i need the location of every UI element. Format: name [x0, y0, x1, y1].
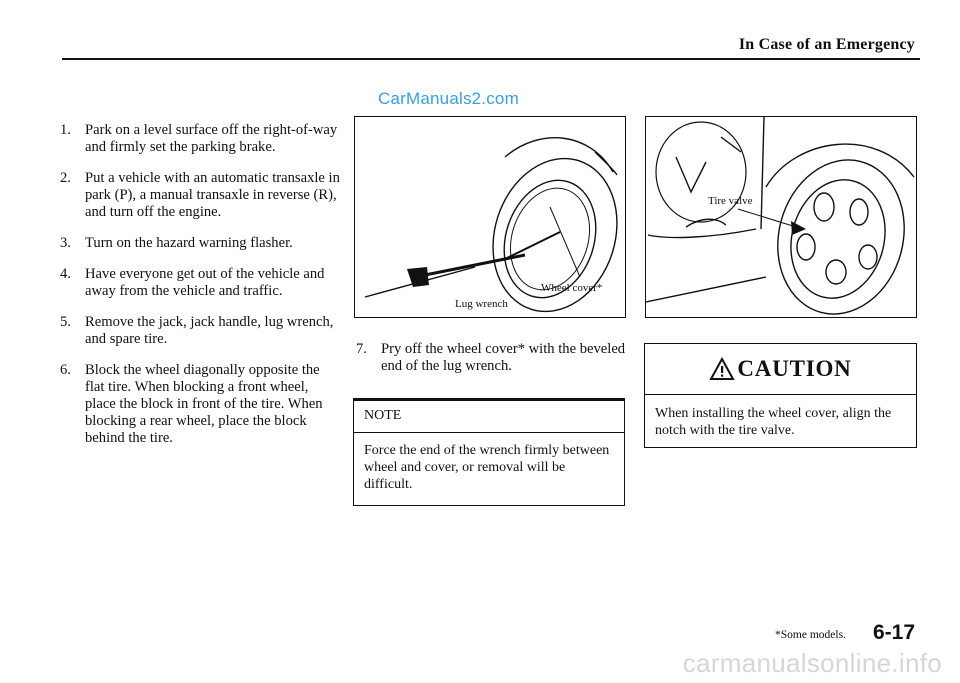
step-item [60, 122, 340, 156]
step-item [60, 266, 340, 300]
step-text: Have everyone get out of the vehicle and away from the vehicle and traffic. [85, 266, 325, 299]
step-number: 1. [60, 122, 71, 138]
step-number: 7. [356, 341, 367, 357]
tire-valve-illustration [645, 116, 917, 318]
step-item [60, 314, 340, 348]
step-text: Remove the jack, jack handle, lug wrench, and spare tire. [85, 314, 334, 347]
steps-list [60, 122, 340, 461]
step-text: Pry off the wheel cover* with the beveled end of the lug wrench. [381, 341, 626, 374]
header-rule [62, 58, 920, 60]
caution-header [645, 344, 916, 395]
step-text: Park on a level surface off the right-of-way and firmly set the parking brake. [85, 122, 338, 155]
note-box [353, 398, 625, 506]
step-text: Put a vehicle with an automatic transaxle in park (P), a manual transaxle in reverse (R), and turn off the engine. [85, 170, 340, 220]
step-number: 2. [60, 170, 71, 186]
wheel-cover-removal-illustration [354, 116, 626, 318]
step-number: 6. [60, 362, 71, 378]
step-number: 4. [60, 266, 71, 282]
caution-title: CAUTION [737, 356, 852, 381]
lug-wrench-label: Lug wrench [455, 298, 508, 310]
note-body: Force the end of the wrench firmly between wheel and cover, or removal will be difficult. [364, 443, 610, 492]
page-header-title: In Case of an Emergency [738, 36, 915, 53]
step-item [356, 341, 626, 375]
page-number: 6-17 [873, 621, 916, 644]
caution-body: When installing the wheel cover, align the notch with the tire valve. [655, 406, 892, 438]
tire-valve-label: Tire valve [708, 195, 753, 207]
step-text: Turn on the hazard warning flasher. [85, 235, 293, 251]
step-text: Block the wheel diagonally opposite the flat tire. When blocking a front wheel, place the block in front of the tire. When blocking a rear wheel, place the block behind the tire. [85, 362, 323, 446]
step-number: 3. [60, 235, 71, 251]
warning-triangle-icon [709, 357, 735, 381]
wheel-cover-notch-drawing [646, 117, 916, 317]
footnote: *Some models. [775, 629, 846, 641]
note-title: NOTE [354, 401, 624, 433]
caution-box [644, 343, 917, 448]
step-item [60, 362, 340, 447]
watermark-link[interactable]: CarManuals2.com [378, 89, 519, 108]
wheel-cover-label: Wheel cover* [541, 282, 603, 294]
step-item [60, 235, 340, 252]
step-number: 5. [60, 314, 71, 330]
site-watermark: carmanualsonline.info [682, 648, 942, 678]
step-item [60, 170, 340, 221]
